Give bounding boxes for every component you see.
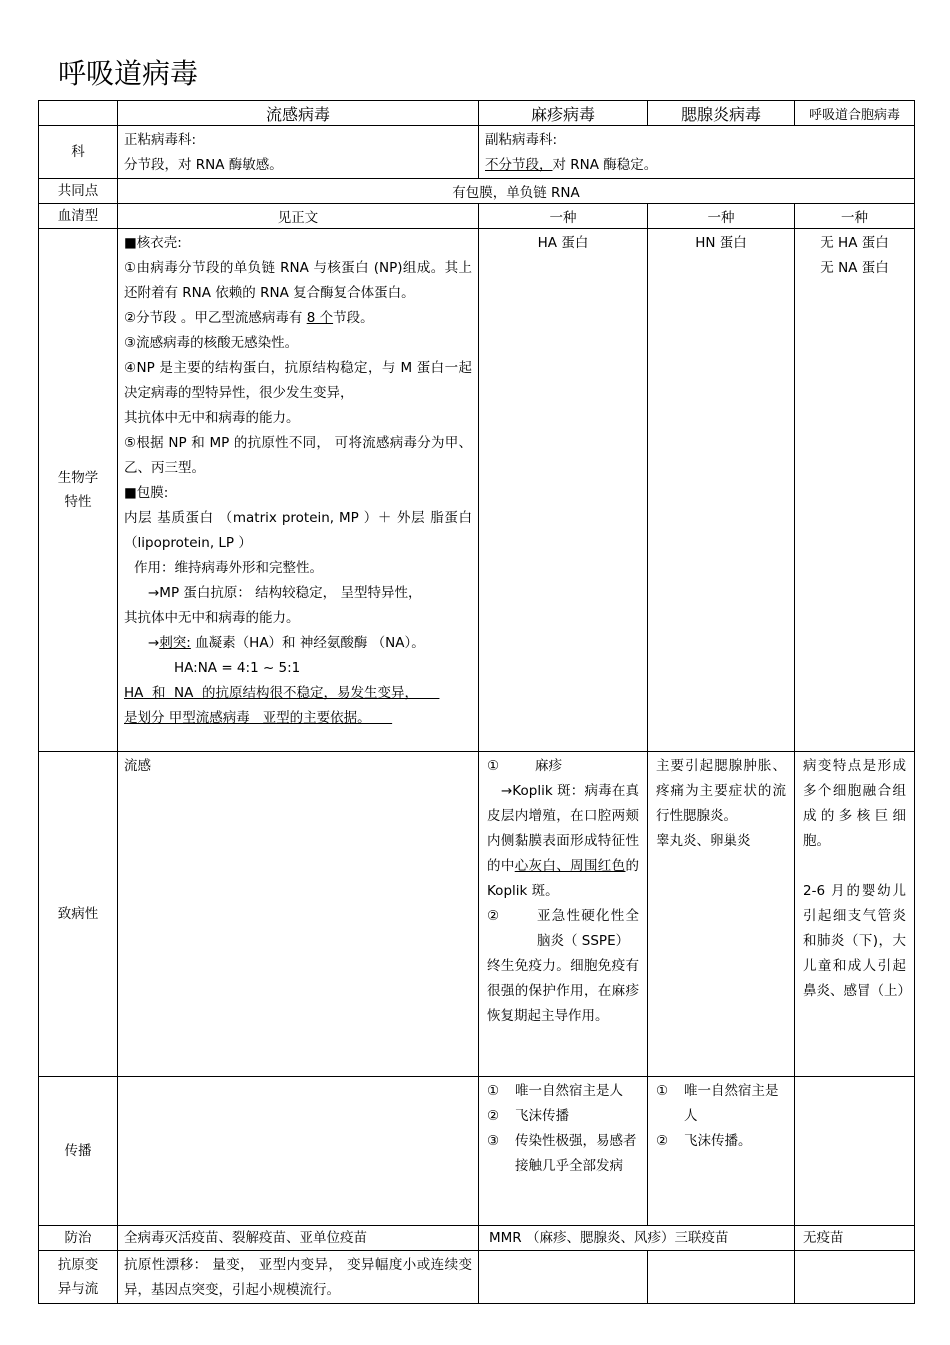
mumps-spread-t1: 唯一自然宿主是人 xyxy=(684,1083,779,1124)
row-prevention xyxy=(39,1226,915,1251)
rsv-biology xyxy=(795,229,915,752)
flu-path-text: 流感 xyxy=(124,758,151,774)
rsv-serotype: 一种 xyxy=(795,204,915,229)
header-measles: 麻疹病毒 xyxy=(479,101,648,126)
measles-biology xyxy=(479,229,648,752)
header-mumps: 腮腺炎病毒 xyxy=(648,101,795,126)
measles-path-i1b: →Koplik 斑：病毒在真皮层内增殖，在口腔两颊内侧黏膜表面形成特征性的中 xyxy=(487,783,639,874)
measles-bio-text: HA 蛋白 xyxy=(537,235,589,251)
measles-path-koplik xyxy=(487,779,639,904)
rsv-path-l1: 病变特点是形成多个细胞融合组成的多核巨细胞。 xyxy=(803,758,906,849)
header-rsv: 呼吸道合胞病毒 xyxy=(795,101,915,126)
flu-bio-l13b: 血凝素（HA）和 神经氨酸酶 （NA）。 xyxy=(190,635,425,651)
measles-spread-item3 xyxy=(487,1129,639,1179)
common-text: 有包膜，单负链 RNA xyxy=(118,179,915,204)
header-flu: 流感病毒 xyxy=(118,101,479,126)
mumps-spread-n2: ② xyxy=(656,1133,669,1149)
measles-spread-n2: ② xyxy=(487,1108,500,1124)
measles-path-n2: ② xyxy=(487,908,500,924)
mumps-antigen-variation xyxy=(648,1251,795,1304)
measles-path-n1: ① xyxy=(487,758,500,774)
flu-family xyxy=(118,126,479,179)
flu-prevention xyxy=(118,1226,479,1251)
virus-comparison-table xyxy=(38,100,915,1304)
flu-bio-l11: →MP 蛋白抗原： 结构较稳定， 呈型特异性， xyxy=(148,585,422,601)
mmr-prevention xyxy=(479,1226,795,1251)
page-title: 呼吸道病毒 xyxy=(58,57,199,90)
flu-biology xyxy=(118,229,479,752)
flu-bio-l13a: → xyxy=(148,635,160,651)
measles-spread-n1: ① xyxy=(487,1083,500,1099)
flu-bio-l9: 内层 基质蛋白 （matrix protein, MP ）＋ 外层 脂蛋白（lipoprotein, LP ） xyxy=(124,510,472,551)
mumps-bio-text: HN 蛋白 xyxy=(695,235,747,251)
rsv-bio-l2: 无 NA 蛋白 xyxy=(820,260,889,276)
label-biology-text: 生物学特性 xyxy=(57,470,99,510)
flu-family-line2: 分节段，对 RNA 酶敏感。 xyxy=(124,157,283,173)
mumps-spread-item2 xyxy=(656,1129,786,1154)
mumps-serotype: 一种 xyxy=(648,204,795,229)
flu-bio-l1: ■核衣壳: xyxy=(124,235,182,251)
flu-antigen-variation xyxy=(118,1251,479,1304)
measles-spread-t3: 传染性极强，易感者接触几乎全部发病 xyxy=(515,1133,637,1174)
mumps-spread-t2: 飞沫传播。 xyxy=(684,1133,752,1149)
mumps-biology xyxy=(648,229,795,752)
rsv-pathogenicity xyxy=(795,752,915,1077)
row-transmission xyxy=(39,1077,915,1226)
measles-path-i2: 亚急性硬化性全脑炎（ SSPE） xyxy=(537,908,639,949)
mumps-path-l2: 睾丸炎、卵巢炎 xyxy=(656,833,751,849)
label-transmission: 传播 xyxy=(39,1077,118,1226)
measles-spread-t2: 飞沫传播 xyxy=(515,1108,569,1124)
measles-path-i1u: 心灰白、周围红色 xyxy=(514,858,626,874)
measles-pathogenicity xyxy=(479,752,648,1077)
flu-transmission xyxy=(118,1077,479,1226)
label-antigen-variation xyxy=(39,1251,118,1304)
row-antigen-variation xyxy=(39,1251,915,1304)
flu-bio-l2: ①由病毒分节段的单负链 RNA 与核蛋白 (NP)组成。其上还附着有 RNA 依赖的 RNA 复合酶复合体蛋白。 xyxy=(124,260,472,301)
measles-antigen-variation xyxy=(479,1251,648,1304)
label-antigen-text: 抗原变异与流 xyxy=(57,1257,99,1297)
label-biology xyxy=(39,229,118,752)
measles-path-i1: 麻疹 xyxy=(535,758,562,774)
paramyxo-family xyxy=(479,126,915,179)
flu-bio-l3b: 节段。 xyxy=(333,310,374,326)
measles-transmission xyxy=(479,1077,648,1226)
mumps-path-l1: 主要引起腮腺肿胀、疼痛为主要症状的流行性腮腺炎。 xyxy=(656,758,786,824)
flu-pathogenicity xyxy=(118,752,479,1077)
rsv-path-l2: 2-6 月的婴幼儿引起细支气管炎和肺炎（下)，大儿童和成人引起鼻炎、感冒（上） xyxy=(803,883,911,999)
label-family: 科 xyxy=(39,126,118,179)
label-common: 共同点 xyxy=(39,179,118,204)
flu-bio-l4: ③流感病毒的核酸无感染性。 xyxy=(124,335,299,351)
mumps-transmission xyxy=(648,1077,795,1226)
mmr-prevention-text: MMR （麻疹、腮腺炎、风疹）三联疫苗 xyxy=(489,1230,729,1246)
header-row xyxy=(39,101,915,126)
flu-antigen-text: 抗原性漂移： 量变， 亚型内变异， 变异幅度小或连续变异，基因点突变，引起小规模流行。 xyxy=(124,1257,472,1298)
flu-serotype: 见正文 xyxy=(118,204,479,229)
measles-path-i1c: 的 Koplik 斑。 xyxy=(487,858,640,899)
rsv-antigen-variation xyxy=(795,1251,915,1304)
rsv-prevention xyxy=(795,1226,915,1251)
rsv-bio-l1: 无 HA 蛋白 xyxy=(820,235,889,251)
mumps-pathogenicity xyxy=(648,752,795,1077)
row-family xyxy=(39,126,915,179)
flu-bio-l10: 作用：维持病毒外形和完整性。 xyxy=(134,560,323,576)
para-family-rest: 对 RNA 酶稳定。 xyxy=(552,157,658,173)
flu-bio-l5: ④NP 是主要的结构蛋白，抗原结构稳定，与 M 蛋白一起决定病毒的型特异性，很少发生变异， xyxy=(124,360,472,401)
measles-spread-n3: ③ xyxy=(487,1133,500,1149)
rsv-prevention-text: 无疫苗 xyxy=(803,1230,844,1246)
measles-spread-item1 xyxy=(487,1079,639,1104)
row-biology xyxy=(39,229,915,752)
measles-spread-item2 xyxy=(487,1104,639,1129)
measles-path-item2 xyxy=(487,904,639,954)
flu-bio-l3u: 8 个 xyxy=(306,310,334,326)
para-family-underlined: 不分节段， xyxy=(485,157,553,173)
flu-bio-l8: ■包膜: xyxy=(124,485,169,501)
para-family-line1: 副粘病毒科: xyxy=(485,132,558,148)
flu-bio-l13u: 刺突: xyxy=(159,635,191,651)
para-family-line2 xyxy=(485,153,908,178)
flu-bio-l15: HA 和 NA 的抗原结构很不稳定，易发生变异， xyxy=(124,685,440,701)
label-prevention: 防治 xyxy=(39,1226,118,1251)
flu-bio-l14: HA:NA = 4:1 ~ 5:1 xyxy=(174,660,301,676)
mumps-spread-n1: ① xyxy=(656,1083,669,1099)
measles-path-item1 xyxy=(487,754,639,779)
row-serotype xyxy=(39,204,915,229)
measles-serotype: 一种 xyxy=(479,204,648,229)
label-serotype: 血清型 xyxy=(39,204,118,229)
measles-path-i2b: 终生免疫力。细胞免疫有很强的保护作用，在麻疹恢复期起主导作用。 xyxy=(487,958,639,1024)
header-empty xyxy=(39,101,118,126)
flu-bio-l6: 其抗体中无中和病毒的能力。 xyxy=(124,410,300,426)
row-pathogenicity xyxy=(39,752,915,1077)
flu-bio-l13 xyxy=(124,631,472,656)
row-common xyxy=(39,179,915,204)
mumps-spread-item1 xyxy=(656,1079,786,1129)
flu-bio-l16: 是划分 甲型流感病毒 亚型的主要依据。 xyxy=(124,710,393,726)
flu-bio-l3 xyxy=(124,306,472,331)
label-pathogenicity: 致病性 xyxy=(39,752,118,1077)
measles-spread-t1: 唯一自然宿主是人 xyxy=(515,1083,623,1099)
rsv-transmission xyxy=(795,1077,915,1226)
flu-family-line1: 正粘病毒科: xyxy=(124,132,197,148)
flu-bio-l12: 其抗体中无中和病毒的能力。 xyxy=(124,610,300,626)
flu-prevention-text: 全病毒灭活疫苗、裂解疫苗、亚单位疫苗 xyxy=(124,1230,367,1246)
flu-bio-l7: ⑤根据 NP 和 MP 的抗原性不同， 可将流感病毒分为甲、乙、丙三型。 xyxy=(124,435,472,476)
flu-bio-l3a: ②分节段 。甲乙型流感病毒有 xyxy=(124,310,307,326)
